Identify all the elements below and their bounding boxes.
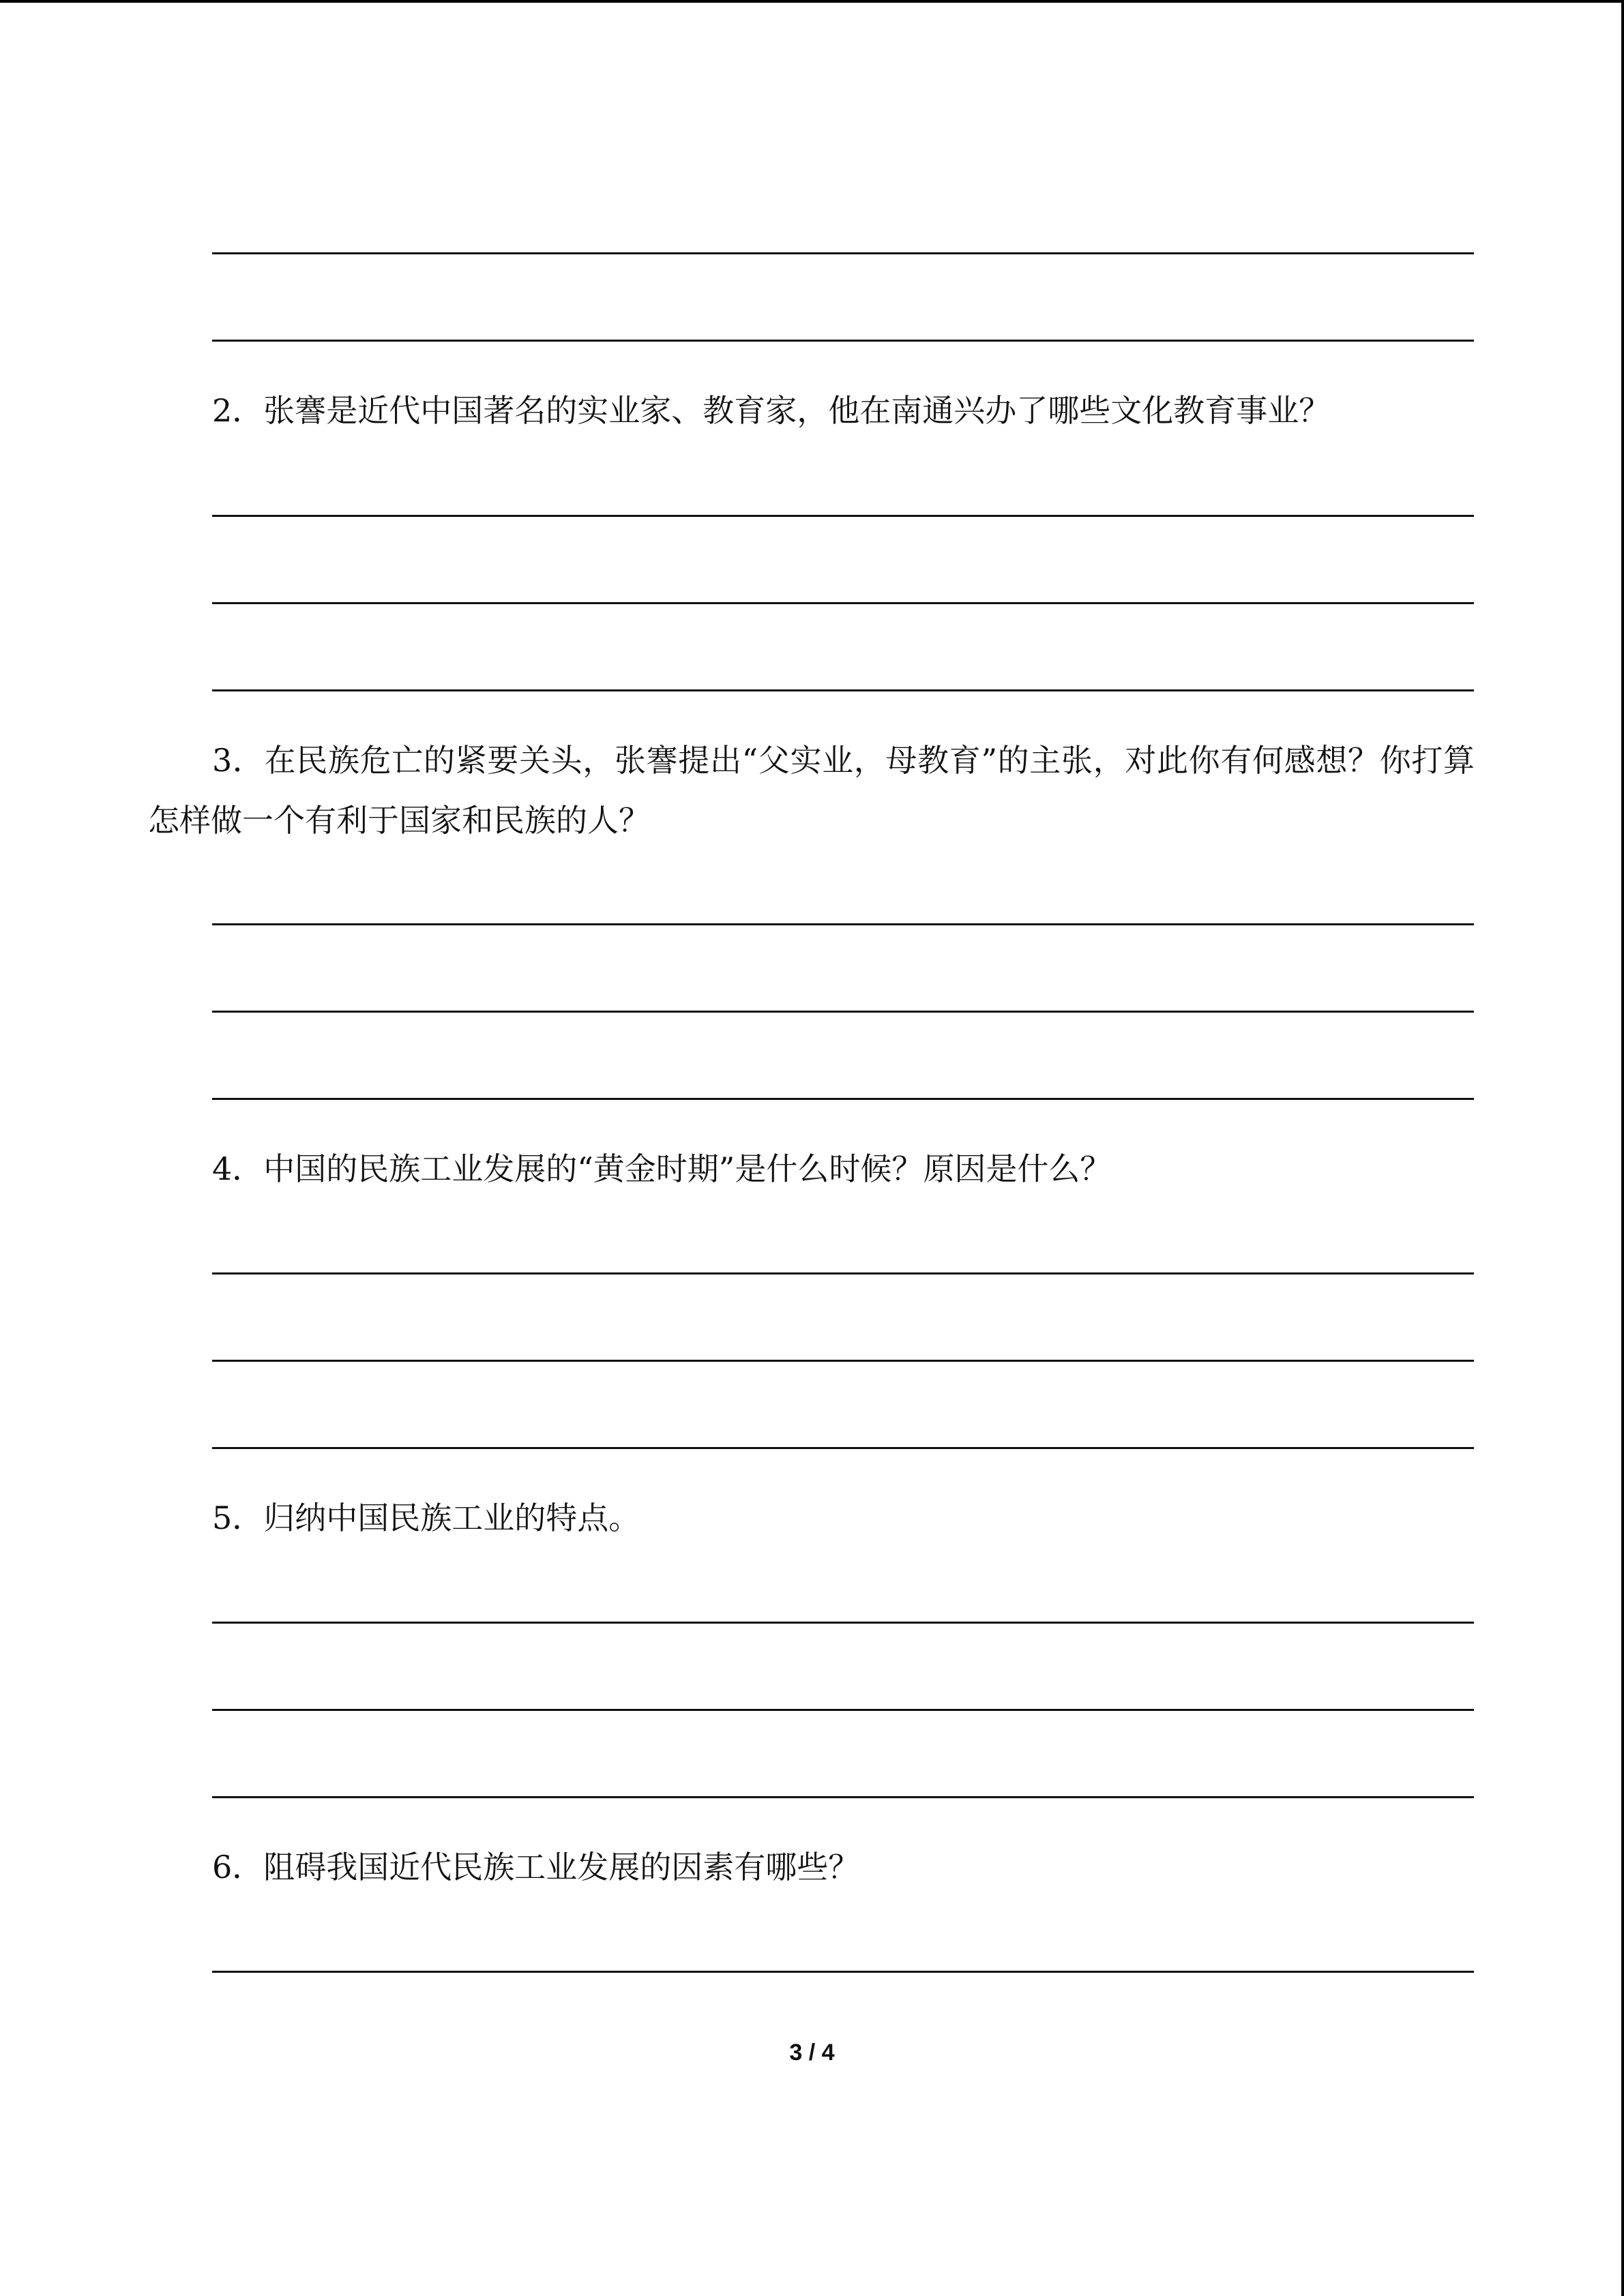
question-text: 在民族危亡的紧要关头，张謇提出“父实业，母教育”的主张，对此你有何感想？你打算怎样做一个有利于国家和民族的人？ bbox=[148, 742, 1475, 839]
question-number: 4． bbox=[212, 1150, 264, 1187]
answer-line[interactable] bbox=[212, 1796, 1474, 1798]
question-text: 阻碍我国近代民族工业发展的因素有哪些？ bbox=[263, 1849, 860, 1885]
answer-line[interactable] bbox=[212, 1447, 1474, 1449]
question-3 bbox=[148, 730, 1475, 850]
question-text: 中国的民族工业发展的“黄金时期”是什么时候？原因是什么？ bbox=[263, 1150, 1112, 1187]
answer-line[interactable] bbox=[212, 252, 1474, 254]
question-text: 归纳中国民族工业的特点。 bbox=[263, 1500, 640, 1536]
question-2 bbox=[212, 381, 1330, 441]
question-number: 3． bbox=[212, 742, 265, 779]
question-4 bbox=[212, 1139, 1111, 1199]
question-6 bbox=[212, 1837, 859, 1897]
answer-line[interactable] bbox=[212, 1272, 1474, 1274]
answer-line[interactable] bbox=[212, 340, 1474, 342]
answer-line[interactable] bbox=[212, 923, 1474, 925]
answer-line[interactable] bbox=[212, 1360, 1474, 1362]
question-number: 5． bbox=[212, 1500, 264, 1536]
answer-line[interactable] bbox=[212, 515, 1474, 517]
page-right-border bbox=[1621, 0, 1624, 2296]
answer-line[interactable] bbox=[212, 1098, 1474, 1100]
answer-line[interactable] bbox=[212, 602, 1474, 604]
question-text: 张謇是近代中国著名的实业家、教育家，他在南通兴办了哪些文化教育事业？ bbox=[263, 392, 1331, 429]
answer-line[interactable] bbox=[212, 1622, 1474, 1624]
question-number: 2． bbox=[212, 392, 264, 429]
answer-line[interactable] bbox=[212, 1971, 1474, 1973]
answer-line[interactable] bbox=[212, 1709, 1474, 1711]
question-number: 6． bbox=[212, 1849, 264, 1885]
answer-line[interactable] bbox=[212, 689, 1474, 691]
question-5 bbox=[212, 1488, 640, 1548]
page-top-border bbox=[0, 0, 1624, 3]
page-number: 3 / 4 bbox=[789, 2040, 835, 2066]
answer-line[interactable] bbox=[212, 1011, 1474, 1013]
